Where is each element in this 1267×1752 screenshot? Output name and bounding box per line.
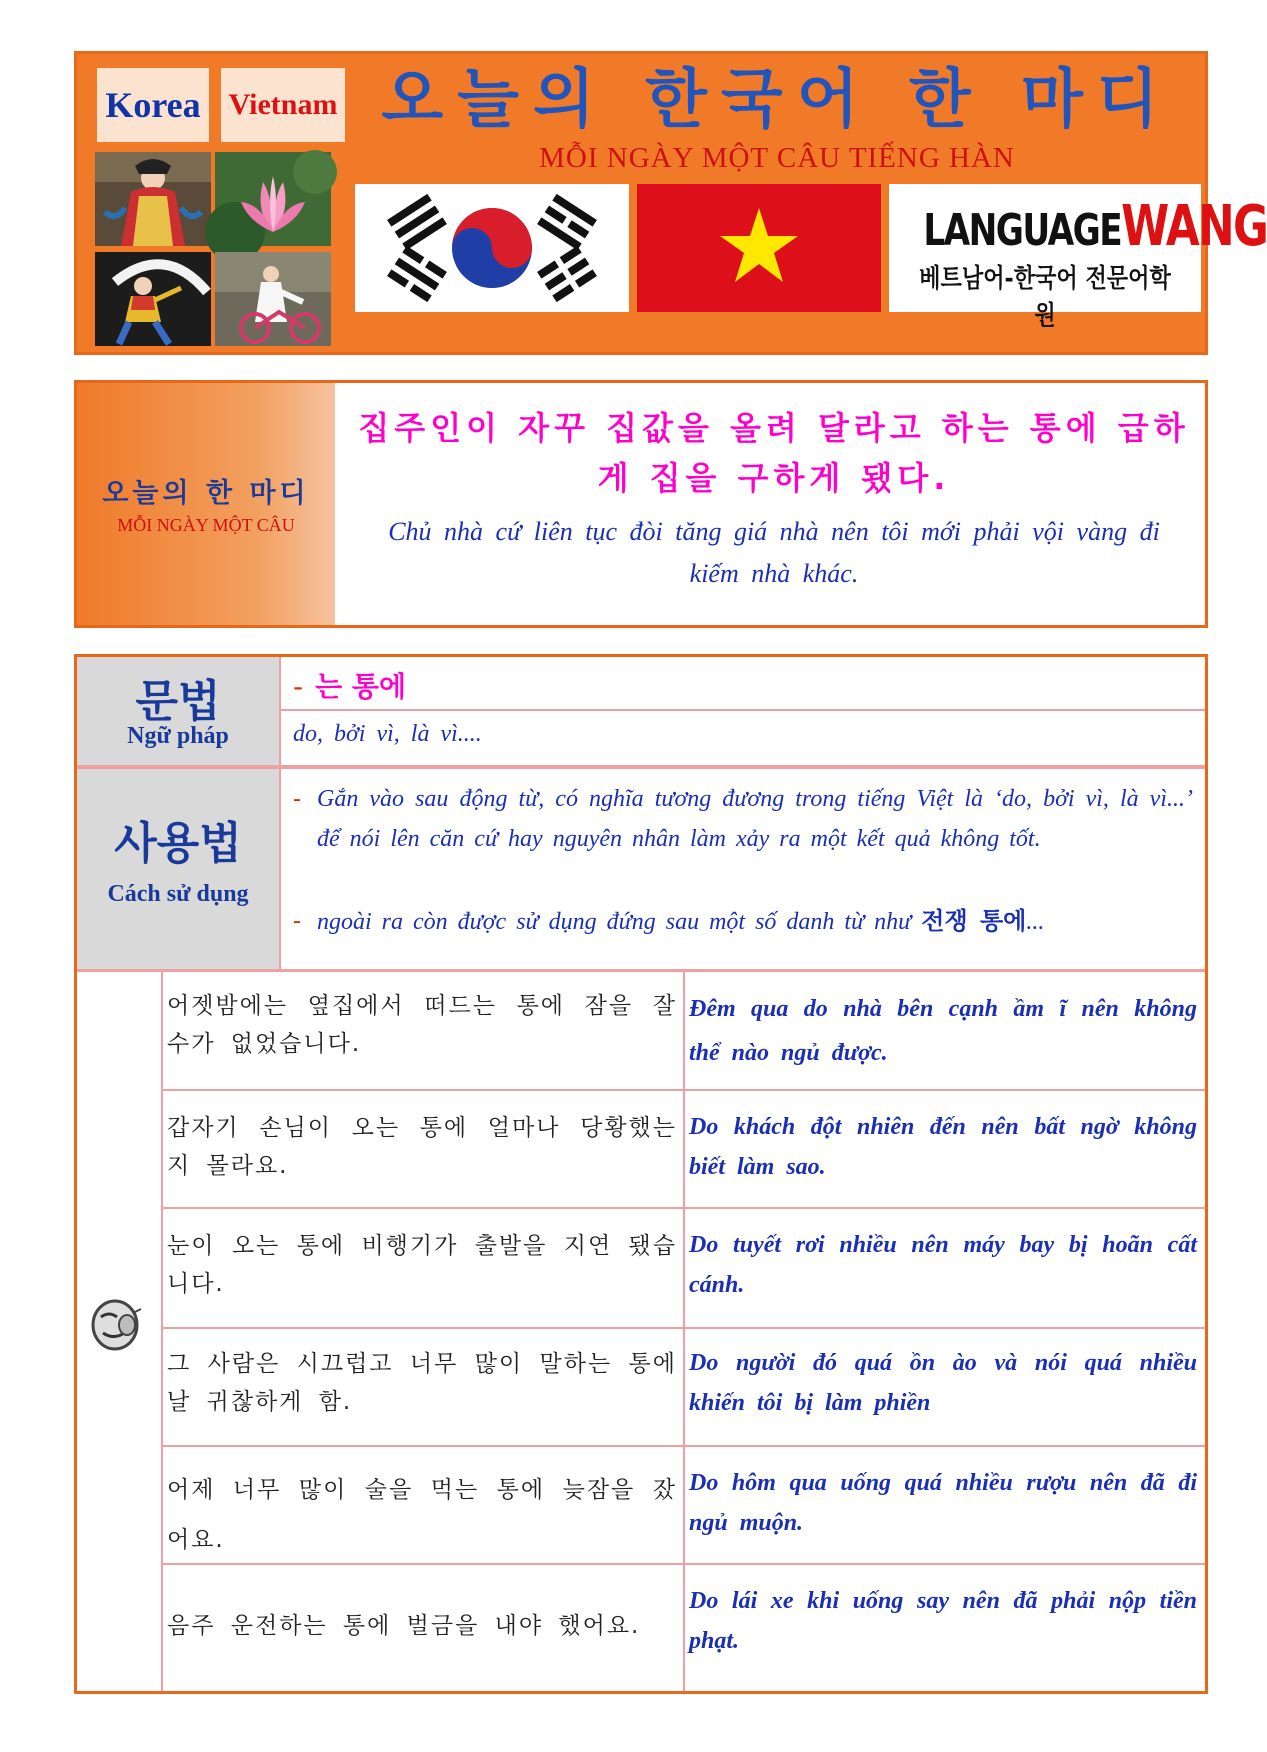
example-korean: 음주 운전하는 통에 벌금을 내야 했어요. — [167, 1613, 641, 1639]
vietnam-tag: Vietnam — [221, 68, 345, 142]
example-vietnamese: Do người đó quá ồn ào và nói quá nhiều khiến tôi bị làm phiền — [689, 1350, 1197, 1416]
row-divider — [77, 969, 1205, 972]
usage-item-2-korean: 전쟁 통에 — [921, 907, 1027, 935]
phrase-label-title: 오늘의 한 마디 — [102, 478, 310, 509]
usage-item-1 — [293, 779, 1193, 859]
grammar-label-cell — [77, 657, 279, 765]
row-divider — [161, 1089, 1205, 1091]
logo-subtitle: 베트남어-한국어 전문어학원 — [919, 264, 1171, 331]
logo-main: LANGUAGEWANG — [923, 194, 1267, 259]
phrase-label-panel — [77, 383, 335, 625]
example-vietnamese: Do hôm qua uống quá nhiều rượu nên đã đi ngủ muộn. — [689, 1470, 1197, 1536]
pattern-text: 는 통에 — [315, 670, 407, 703]
fan-dancer-photo — [95, 252, 211, 346]
usage-item-2 — [293, 901, 1193, 942]
phrase-vietnamese: Chủ nhà cứ liên tục đòi tăng giá nhà nên tôi mới phải vội vàng đi kiếm nhà khác. — [388, 517, 1160, 588]
grammar-pattern — [293, 665, 406, 705]
vietnam-flag — [637, 184, 881, 312]
language-wang-logo — [889, 184, 1267, 331]
usage-dash: - — [293, 786, 301, 812]
hanbok-dancer-photo — [95, 152, 211, 246]
grammar-meaning: do, bởi vì, là vì.... — [293, 721, 482, 747]
usage-item-1-text: Gắn vào sau động từ, có nghĩa tương đương trong tiếng Việt là ‘do, bởi vì, là vì...’ để nói lên căn cứ hay nguyên nhân làm xảy ra một kết quả không tốt. — [317, 786, 1193, 852]
grammar-label-vietnamese: Ngữ pháp — [127, 723, 229, 749]
ao-dai-bicycle-photo — [215, 252, 331, 346]
header-banner — [74, 51, 1267, 355]
column-divider — [161, 969, 163, 1691]
korea-tag: Korea — [97, 68, 209, 142]
example-vietnamese: Do lái xe khi uống say nên đã phải nộp tiền phạt. — [689, 1588, 1197, 1654]
main-title: 오늘의 한국어 한 마디 — [381, 63, 1173, 137]
phrase-korean: 집주인이 자꾸 집값을 올려 달라고 하는 통에 급하게 집을 구하게 됐다. — [358, 409, 1190, 497]
korean-flag — [355, 184, 629, 312]
row-divider — [161, 1445, 1205, 1447]
example-vietnamese: Do khách đột nhiên đến nên bất ngờ không biết làm sao. — [689, 1114, 1197, 1180]
row-divider — [161, 1327, 1205, 1329]
row-divider — [279, 709, 1205, 711]
example-vietnamese: Do tuyết rơi nhiều nên máy bay bị hoãn cất cánh. — [689, 1232, 1197, 1298]
usage-label-vietnamese: Cách sử dụng — [107, 881, 249, 907]
column-divider — [683, 969, 685, 1691]
usage-item-2-text: ngoài ra còn được sử dụng đứng sau một số danh từ như 전쟁 통에... — [317, 907, 1045, 935]
usage-label-cell — [77, 769, 279, 969]
phrase-content — [339, 383, 1203, 625]
smiley-icon — [89, 1293, 145, 1353]
example-korean: 눈이 오는 통에 비행기가 출발을 지연 됐습니다. — [167, 1233, 677, 1297]
usage-dash: - — [293, 908, 301, 934]
lotus-photo — [215, 152, 331, 246]
phrase-label-subtitle: MỖI NGÀY MỘT CÂU — [117, 515, 295, 535]
pattern-dash: - — [293, 670, 304, 703]
row-divider — [161, 1207, 1205, 1209]
usage-label-korean: 사용법 — [114, 818, 242, 869]
sub-title: MỖI NGÀY MỘT CÂU TIẾNG HÀN — [539, 142, 1015, 174]
example-korean: 어제 너무 많이 술을 먹는 통에 늦잠을 잤어요. — [167, 1477, 677, 1553]
example-korean: 그 사람은 시끄럽고 너무 많이 말하는 통에 날 귀찮하게 함. — [167, 1351, 677, 1415]
example-vietnamese: Đêm qua do nhà bên cạnh ầm ĩ nên không thể nào ngủ được. — [689, 996, 1197, 1066]
phrase-box — [74, 380, 1208, 628]
example-korean: 어젯밤에는 옆집에서 떠드는 통에 잠을 잘 수가 없었습니다. — [167, 993, 677, 1057]
grammar-table — [74, 654, 1208, 1694]
grammar-label-korean: 문법 — [135, 676, 221, 727]
column-divider — [279, 657, 281, 969]
example-korean: 갑자기 손님이 오는 통에 얼마나 당황했는지 몰라요. — [167, 1115, 677, 1179]
